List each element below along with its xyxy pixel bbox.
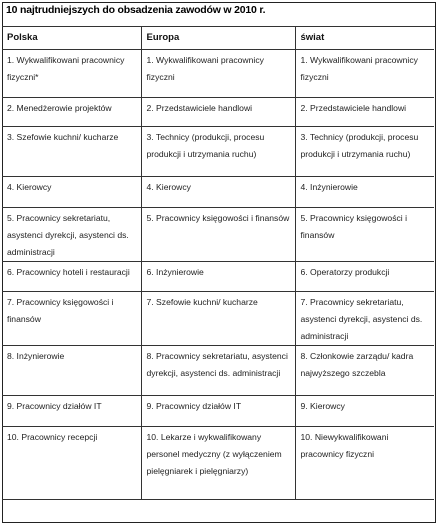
table-cell: 2. Przedstawiciele handlowi (295, 98, 434, 127)
table-cell: 3. Technicy (produkcji, procesu produkcji i utrzymania ruchu) (141, 127, 295, 177)
table-row (2, 427, 434, 500)
table-row (2, 208, 434, 262)
table-cell: 7. Pracownicy sekretariatu, asystenci dyrekcji, asystenci ds. administracji (295, 292, 434, 346)
table-cell: 6. Operatorzy produkcji (295, 262, 434, 292)
table-cell: 9. Pracownicy działów IT (141, 396, 295, 427)
table-cell: 7. Pracownicy księgowości i finansów (2, 292, 141, 346)
table-cell: 6. Inżynierowie (141, 262, 295, 292)
table-cell: 3. Technicy (produkcji, procesu produkcji i utrzymania ruchu) (295, 127, 434, 177)
table-cell: 10. Lekarze i wykwalifikowany personel medyczny (z wyłączeniem pielęgniarek i pielęgniarzy) (141, 427, 295, 500)
column-header-polska: Polska (2, 27, 141, 50)
table-cell: 8. Pracownicy sekretariatu, asystenci dyrekcji, asystenci ds. administracji (141, 346, 295, 396)
table-cell: 5. Pracownicy księgowości i finansów (141, 208, 295, 262)
table-cell: 10. Pracownicy recepcji (2, 427, 141, 500)
table-cell: 5. Pracownicy sekretariatu, asystenci dyrekcji, asystenci ds. administracji (2, 208, 141, 262)
table-cell: 2. Przedstawiciele handlowi (141, 98, 295, 127)
table-cell: 9. Kierowcy (295, 396, 434, 427)
table-row (2, 50, 434, 98)
table-cell: 10. Niewykwalifikowani pracownicy fizyczni (295, 427, 434, 500)
column-header-europa: Europa (141, 27, 295, 50)
table-cell: 4. Kierowcy (2, 177, 141, 208)
column-header-swiat: świat (295, 27, 434, 50)
occupations-table (2, 26, 434, 500)
table-row (2, 346, 434, 396)
header-row (2, 27, 434, 50)
table-cell: 8. Inżynierowie (2, 346, 141, 396)
table-cell: 1. Wykwalifikowani pracownicy fizyczni (295, 50, 434, 98)
table-cell: 6. Pracownicy hoteli i restauracji (2, 262, 141, 292)
table-cell: 8. Członkowie zarządu/ kadra najwyższego szczebla (295, 346, 434, 396)
table-row (2, 396, 434, 427)
table-row (2, 262, 434, 292)
table-row (2, 98, 434, 127)
table-title: 10 najtrudniejszych do obsadzenia zawodów w 2010 r. (6, 4, 266, 16)
table-cell: 3. Szefowie kuchni/ kucharze (2, 127, 141, 177)
table-cell: 4. Kierowcy (141, 177, 295, 208)
table-row (2, 177, 434, 208)
table-cell: 1. Wykwalifikowani pracownicy fizyczni (141, 50, 295, 98)
table-cell: 4. Inżynierowie (295, 177, 434, 208)
table-cell: 7. Szefowie kuchni/ kucharze (141, 292, 295, 346)
table-cell: 2. Menedżerowie projektów (2, 98, 141, 127)
table-cell: 9. Pracownicy działów IT (2, 396, 141, 427)
table-row (2, 292, 434, 346)
table-cell: 5. Pracownicy księgowości i finansów (295, 208, 434, 262)
table-row (2, 127, 434, 177)
table-cell: 1. Wykwalifikowani pracownicy fizyczni* (2, 50, 141, 98)
